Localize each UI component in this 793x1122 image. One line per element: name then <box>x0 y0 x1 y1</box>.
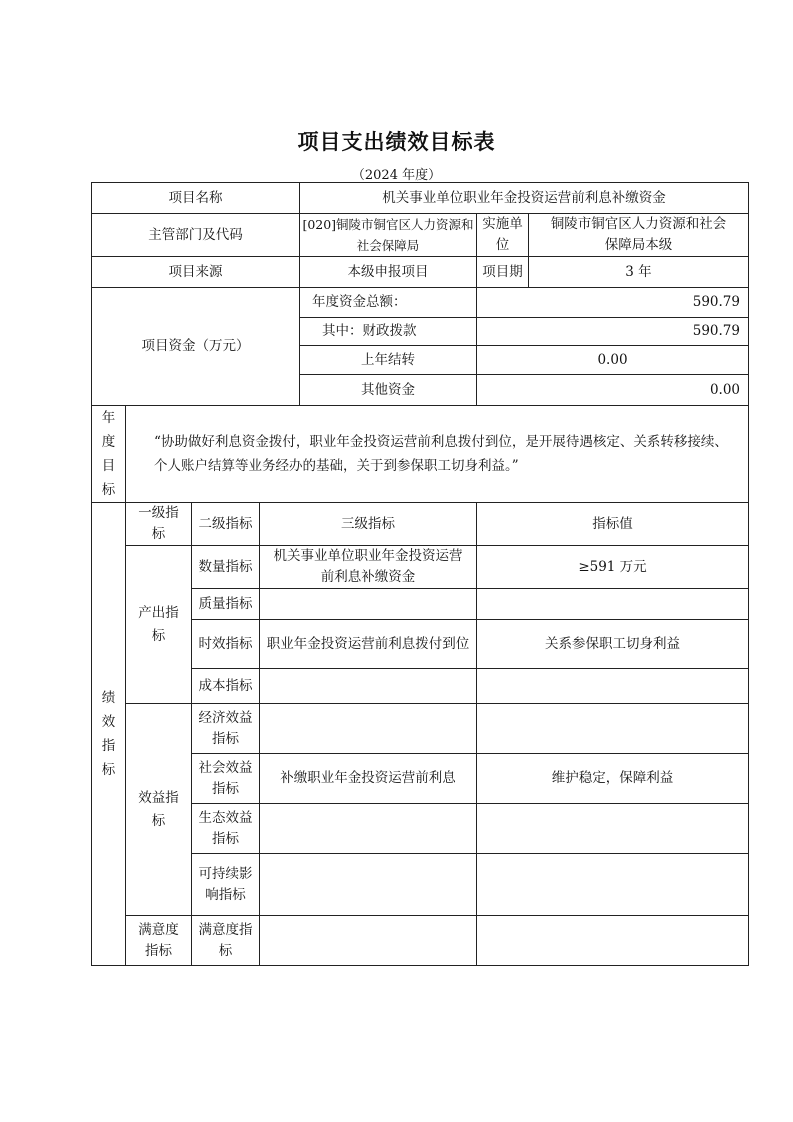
timeliness-indicator: 时效指标 <box>192 620 260 669</box>
source-label: 项目来源 <box>92 257 300 288</box>
funds-carry-value: 0.00 <box>477 346 749 375</box>
period-value: 3 年 <box>529 257 749 288</box>
sustainable-value <box>477 854 749 916</box>
annual-goal-text: “协助做好利息资金拨付，职业年金投资运营前利息拨付到位，是开展待遇核定、关系转移接续、个人账户结算等业务经办的基础，关于到参保职工切身利益。” <box>126 406 749 503</box>
social-value: 维护稳定，保障利益 <box>477 754 749 804</box>
row-department <box>92 214 749 257</box>
funds-fiscal-value: 590.79 <box>477 318 749 346</box>
annual-goal-label <box>92 406 126 503</box>
funds-other-label: 其他资金 <box>300 375 477 406</box>
cost-value <box>477 669 749 704</box>
row-project-name <box>92 183 749 214</box>
implementer-label: 实施单位 <box>477 214 529 257</box>
funds-total-label: 年度资金总额： <box>300 288 477 318</box>
satisfaction-indicator-label: 满意度指标 <box>126 916 192 966</box>
quality-indicator: 质量指标 <box>192 589 260 620</box>
row-source <box>92 257 749 288</box>
page-title: 项目支出绩效目标表 <box>297 130 496 154</box>
indicators-label-text: 绩效指标 <box>101 690 116 778</box>
indicators-label <box>92 503 126 966</box>
satisfaction-level3 <box>260 916 477 966</box>
source-value: 本级申报项目 <box>300 257 477 288</box>
funds-carry-label: 上年结转 <box>300 346 477 375</box>
header-level3: 三级指标 <box>260 503 477 546</box>
ecological-value <box>477 804 749 854</box>
performance-table <box>91 182 749 966</box>
output-indicator-label: 产出指标 <box>126 546 192 704</box>
quantity-indicator: 数量指标 <box>192 546 260 589</box>
cost-level3 <box>260 669 477 704</box>
funds-label-text: 项目资金（万元） <box>141 338 250 354</box>
ecological-indicator: 生态效益指标 <box>192 804 260 854</box>
header-level2: 二级指标 <box>192 503 260 546</box>
project-name-label: 项目名称 <box>92 183 300 214</box>
row-quantity <box>92 546 749 589</box>
row-satisfaction <box>92 916 749 966</box>
row-funds-total <box>92 288 749 318</box>
header-value: 指标值 <box>477 503 749 546</box>
quality-value <box>477 589 749 620</box>
funds-other-value: 0.00 <box>477 375 749 406</box>
funds-total-value: 590.79 <box>477 288 749 318</box>
implementer-value: 铜陵市铜官区人力资源和社会保障局本级 <box>529 214 749 257</box>
row-annual-goal <box>92 406 749 503</box>
timeliness-value: 关系参保职工切身利益 <box>477 620 749 669</box>
benefit-indicator-label: 效益指标 <box>126 704 192 916</box>
department-value: [020]铜陵市铜官区人力资源和社会保障局 <box>300 214 477 257</box>
row-indicator-header <box>92 503 749 546</box>
period-label: 项目期 <box>477 257 529 288</box>
economic-value <box>477 704 749 754</box>
quantity-value: ≥591 万元 <box>477 546 749 589</box>
social-indicator: 社会效益指标 <box>192 754 260 804</box>
economic-level3 <box>260 704 477 754</box>
satisfaction-sub-indicator: 满意度指标 <box>192 916 260 966</box>
funds-label <box>92 288 300 406</box>
row-economic <box>92 704 749 754</box>
quantity-level3: 机关事业单位职业年金投资运营前利息补缴资金 <box>260 546 477 589</box>
economic-indicator: 经济效益指标 <box>192 704 260 754</box>
header-level1: 一级指标 <box>126 503 192 546</box>
social-level3: 补缴职业年金投资运营前利息 <box>260 754 477 804</box>
department-label: 主管部门及代码 <box>92 214 300 257</box>
cost-indicator: 成本指标 <box>192 669 260 704</box>
funds-fiscal-label: 其中：财政拨款 <box>300 318 477 346</box>
ecological-level3 <box>260 804 477 854</box>
project-name-value: 机关事业单位职业年金投资运营前利息补缴资金 <box>300 183 749 214</box>
quality-level3 <box>260 589 477 620</box>
timeliness-level3: 职业年金投资运营前利息拨付到位 <box>260 620 477 669</box>
year-subtitle: （2024 年度） <box>351 168 442 183</box>
sustainable-indicator: 可持续影响指标 <box>192 854 260 916</box>
sustainable-level3 <box>260 854 477 916</box>
annual-goal-label-text: 年度目标 <box>101 410 116 498</box>
satisfaction-value <box>477 916 749 966</box>
